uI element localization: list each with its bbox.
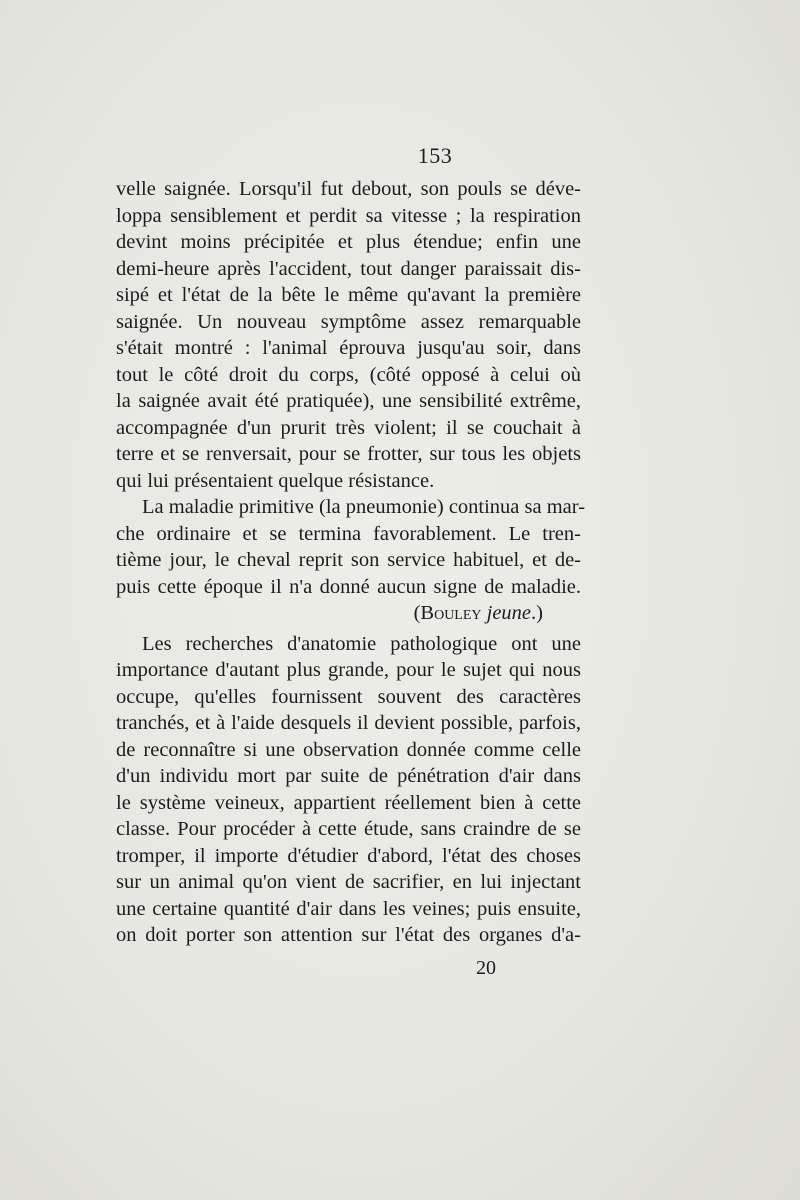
- text-line: demi-heure après l'accident, tout danger paraissait dis-: [116, 257, 581, 280]
- text-line: qui lui présentaient quelque résistance.: [116, 469, 435, 492]
- text-line: sur un animal qu'on vient de sacrifier, en lui injectant: [116, 871, 581, 893]
- text-line: saignée. Un nouveau symptôme assez remarquable: [116, 310, 581, 333]
- author-signature: [116, 600, 581, 627]
- text-line: de reconnaître si une observation donnée comme celle: [116, 738, 581, 761]
- body-text: [116, 176, 586, 949]
- text-line: la saignée avait été pratiquée), une sensibilité extrême,: [116, 390, 581, 412]
- paragraph-2: [116, 494, 586, 600]
- text-line: accompagnée d'un prurit très violent; il se couchait à: [116, 416, 581, 439]
- text-line: La maladie primitive (la pneumonie) continua sa mar-: [142, 496, 586, 518]
- paragraph-1: [116, 176, 581, 494]
- text-line: puis cette époque il n'a donné aucun signe de maladie.: [116, 575, 581, 598]
- text-line: une certaine quantité d'air dans les veines; puis ensuite,: [116, 897, 581, 920]
- text-line: s'était montré : l'animal éprouva jusqu'au soir, dans: [116, 337, 581, 359]
- text-line: loppa sensiblement et perdit sa vitesse ; la respiration: [116, 204, 581, 227]
- text-line: classe. Pour procéder à cette étude, sans craindre de se: [116, 818, 581, 840]
- text-line: tième jour, le cheval reprit son service habituel, et de-: [116, 549, 581, 571]
- paragraph-3: [116, 631, 581, 949]
- text-line: terre et se renversait, pour se frotter, sur tous les objets: [116, 443, 581, 465]
- sheet-signature-number: 20: [476, 957, 496, 979]
- text-line: le système veineux, appartient réellement bien à cette: [116, 791, 581, 814]
- page-number: 153: [417, 143, 453, 168]
- text-line: devint moins précipitée et plus étendue; enfin une: [116, 231, 581, 253]
- text-line: sipé et l'état de la bête le même qu'avant la première: [116, 284, 581, 306]
- text-line: Les recherches d'anatomie pathologique ont une: [142, 632, 581, 655]
- text-line: velle saignée. Lorsqu'il fut debout, son pouls se déve-: [116, 178, 581, 200]
- text-line: importance d'autant plus grande, pour le sujet qui nous: [116, 659, 581, 681]
- signature-close: .): [531, 602, 543, 624]
- text-line: che ordinaire et se termina favorablement. Le tren-: [116, 522, 581, 545]
- text-line: tout le côté droit du corps, (côté opposé à celui où: [116, 363, 581, 386]
- text-line: occupe, qu'elles fournissent souvent des caractères: [116, 685, 581, 708]
- text-line: d'un individu mort par suite de pénétration d'air dans: [116, 765, 581, 787]
- text-line: on doit porter son attention sur l'état des organes d'a-: [116, 924, 581, 946]
- signature-qualifier: jeune: [486, 602, 532, 624]
- text-line: tromper, il importe d'étudier d'abord, l'état des choses: [116, 844, 581, 867]
- signature-name: Bouley: [420, 602, 482, 624]
- text-line: tranchés, et à l'aide desquels il devient possible, parfois,: [116, 712, 581, 734]
- signature-open: (: [413, 602, 421, 624]
